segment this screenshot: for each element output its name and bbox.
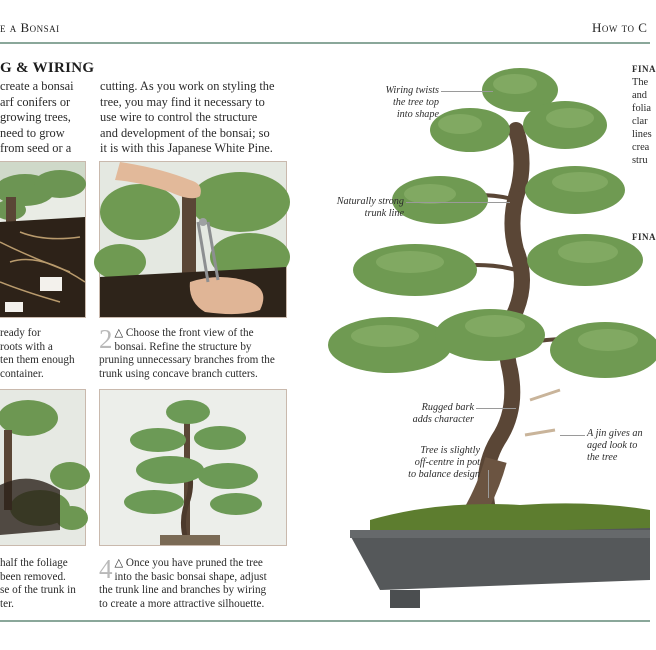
- annotation-line: Naturally strong: [336, 196, 404, 207]
- step1-caption: [0, 327, 92, 381]
- caption-line: ten them enough: [0, 354, 75, 367]
- section-heading: G & WIRING: [0, 60, 95, 76]
- caption-line: ready for: [0, 327, 41, 339]
- intro-line: cutting. As you work on styling the: [100, 79, 275, 93]
- caption-line: se of the trunk in: [0, 584, 76, 597]
- sidebar-line: crea: [632, 142, 650, 153]
- sidebar-text: [632, 76, 652, 167]
- annotation-line: aged look to: [587, 440, 638, 451]
- step4-caption: [99, 554, 289, 611]
- caption-line: roots with a: [0, 340, 53, 353]
- sidebar-line: and: [632, 90, 648, 101]
- step1-photo: [0, 161, 86, 318]
- step3-caption: [0, 557, 92, 611]
- step3-photo: [0, 389, 86, 546]
- intro-line: need to grow: [0, 125, 65, 140]
- annotation-line: Tree is slightly: [420, 445, 480, 456]
- annotation-bark: [396, 402, 474, 426]
- triangle-icon: △: [114, 557, 124, 569]
- intro-line: arf conifers or: [0, 94, 71, 109]
- sidebar-line: folia: [632, 103, 652, 114]
- sidebar-line: lines: [632, 129, 652, 140]
- intro-column-2: [100, 79, 300, 157]
- caption-line: into the basic bonsai shape, adjust: [114, 570, 267, 583]
- leader-line: [441, 91, 493, 92]
- top-rule: [0, 42, 650, 44]
- annotation-line: off-centre in pot: [414, 457, 480, 468]
- bonsai-illustration: [320, 50, 650, 620]
- intro-line: use wire to control the structure: [100, 110, 258, 125]
- caption-line: the trunk line and branches by wiring: [99, 584, 267, 597]
- triangle-icon: △: [114, 327, 124, 339]
- annotation-wiring: [364, 85, 439, 121]
- annotation-offcentre: [396, 445, 480, 481]
- intro-line: create a bonsai: [0, 79, 74, 93]
- annotation-line: the tree top: [392, 97, 439, 108]
- annotation-line: A jin gives an: [587, 428, 643, 439]
- leader-line: [476, 408, 516, 409]
- caption-line: been removed.: [0, 570, 66, 583]
- annotation-trunk: [320, 196, 404, 220]
- leader-line: [406, 202, 510, 203]
- caption-line: trunk using concave branch cutters.: [99, 367, 258, 380]
- sidebar-line: clar: [632, 116, 648, 127]
- annotation-line: Rugged bark: [421, 402, 474, 413]
- sidebar-line: The: [632, 77, 649, 88]
- sidebar-line: stru: [632, 155, 648, 166]
- annotation-line: into shape: [396, 109, 439, 120]
- annotation-line: Wiring twists: [385, 85, 439, 96]
- caption-line: pruning unnecessary branches from the: [99, 354, 275, 367]
- annotation-line: the tree: [587, 452, 618, 463]
- caption-line: half the foliage: [0, 557, 68, 569]
- caption-line: Once you have pruned the tree: [125, 557, 263, 569]
- sidebar-title: FINA: [632, 64, 656, 74]
- step4-photo: [99, 389, 287, 546]
- annotation-line: trunk line: [364, 208, 404, 219]
- step-number: 2: [99, 324, 113, 354]
- left-running-head: e a Bonsai: [0, 20, 60, 35]
- intro-line: it is with this Japanese White Pine.: [100, 141, 273, 156]
- caption-line: container.: [0, 367, 44, 380]
- bottom-rule: [0, 620, 650, 622]
- leader-line: [488, 470, 489, 498]
- caption-line: bonsai. Refine the structure by: [114, 340, 252, 353]
- intro-line: and development of the bonsai; so: [100, 125, 270, 140]
- leader-line: [560, 435, 585, 436]
- step-number: 4: [99, 554, 113, 584]
- intro-line: growing trees,: [0, 110, 71, 125]
- intro-line: tree, you may find it necessary to: [100, 94, 265, 109]
- step2-caption: [99, 324, 289, 381]
- intro-line: from seed or a: [0, 141, 72, 156]
- caption-line: to create a more attractive silhouette.: [99, 597, 265, 610]
- sidebar-title-2: FINA: [632, 232, 656, 242]
- annotation-jin: [587, 428, 649, 464]
- right-running-head: How to C: [592, 20, 648, 35]
- caption-line: Choose the front view of the: [125, 327, 254, 339]
- intro-column-1: [0, 79, 90, 157]
- annotation-line: adds character: [412, 414, 474, 425]
- caption-line: ter.: [0, 597, 14, 610]
- step2-photo: [99, 161, 287, 318]
- annotation-line: to balance design: [408, 469, 480, 480]
